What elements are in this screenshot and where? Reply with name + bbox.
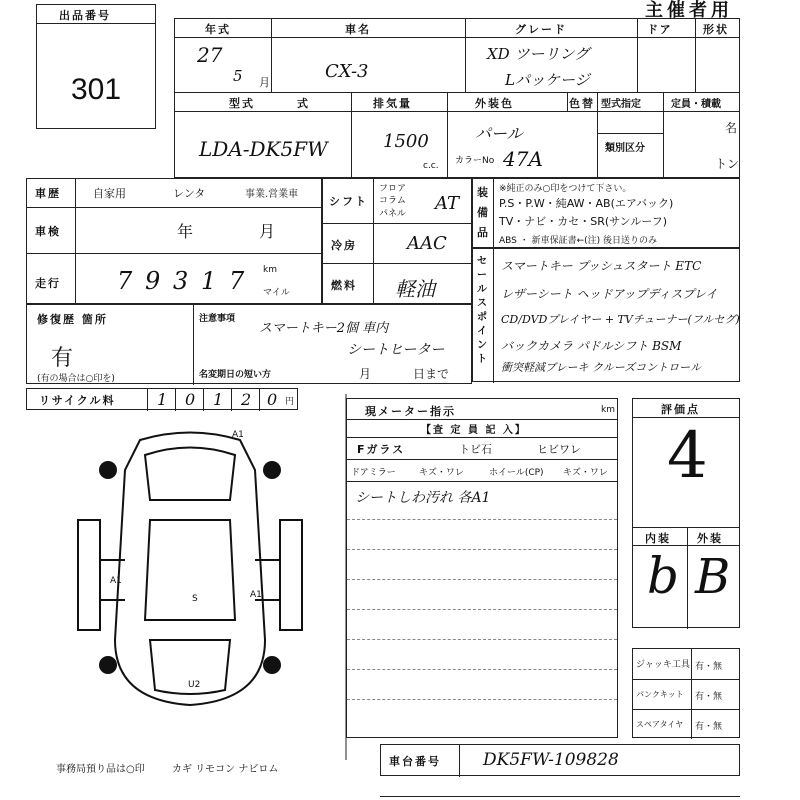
damage-mark-left: A1 bbox=[110, 576, 122, 586]
fuel-value: 軽油 bbox=[395, 277, 435, 301]
name-change-label: 名変期日の短い方 bbox=[199, 370, 272, 380]
recycle-digit-5: 0 bbox=[267, 390, 278, 409]
model-label: 型式 bbox=[229, 97, 255, 110]
footer-keys: カギ リモコン ナビロム bbox=[172, 764, 279, 775]
score-label: 評価点 bbox=[661, 403, 700, 416]
aircon-label: 冷房 bbox=[331, 239, 357, 252]
shift-label: シフト bbox=[329, 195, 368, 208]
damage-mark-center: S bbox=[192, 594, 198, 604]
sales-point-line-5: 衝突軽減ブレーキ クルーズコントロール bbox=[501, 361, 701, 374]
footer-office: 事務局預り品は○印 bbox=[56, 764, 145, 775]
recycle-digit-2: 0 bbox=[185, 390, 196, 409]
form-label: 形状 bbox=[703, 23, 729, 36]
repair-value: 有 bbox=[51, 346, 74, 371]
exterior-label: 外装色 bbox=[475, 97, 514, 110]
sales-point-line-4: バックカメラ パドルシフト BSM bbox=[501, 339, 682, 353]
capacity-label: 定員・積載 bbox=[671, 99, 721, 110]
lot-number: 301 bbox=[71, 73, 122, 106]
model-label-2: 式 bbox=[297, 97, 310, 110]
mileage-digit-3: 3 bbox=[173, 267, 189, 295]
damage-mark-top: A1 bbox=[232, 430, 244, 440]
score-box bbox=[632, 398, 740, 628]
chassis-box bbox=[380, 744, 740, 776]
cc-unit: c.c. bbox=[423, 161, 439, 171]
meter-label: 現メーター指示 bbox=[365, 405, 456, 418]
exterior-score: B bbox=[695, 549, 731, 605]
interior-label: 内装 bbox=[645, 532, 671, 545]
mileage-digit-1: 7 bbox=[117, 267, 133, 295]
interior-score: b bbox=[647, 547, 680, 605]
mirror-label: ドアミラー bbox=[351, 468, 396, 478]
month-value: 5 bbox=[233, 67, 243, 85]
displacement-label: 排気量 bbox=[373, 97, 412, 110]
exterior-value: パール bbox=[475, 124, 523, 143]
recycle-label: リサイクル料 bbox=[39, 394, 116, 407]
shift-value: AT bbox=[435, 193, 460, 214]
usage-label: 車歴 bbox=[35, 187, 61, 200]
sales-point-line-3: CD/DVDプレイヤー + TVチューナー(フルセグ) bbox=[501, 313, 740, 326]
inspector-comment: シートしわ汚れ 各A1 bbox=[355, 490, 491, 506]
color-change-label: 色替 bbox=[569, 97, 595, 110]
notes-line-1: スマートキー2個 車内 bbox=[259, 321, 389, 336]
spare-yn: 有・無 bbox=[695, 722, 723, 732]
capacity-unit-person: 名 bbox=[725, 121, 738, 135]
tools-box bbox=[632, 648, 740, 738]
capacity-unit-ton: トン bbox=[715, 157, 740, 171]
jack-label: ジャッキ工具 bbox=[636, 660, 690, 670]
recycle-digit-3: 1 bbox=[213, 390, 224, 409]
usage-business: 事業.営業車 bbox=[245, 189, 299, 200]
name-label: 車名 bbox=[345, 23, 371, 36]
sales-point-line-2: レザーシート ヘッドアップディスプレイ bbox=[501, 287, 718, 301]
puncture-label: パンクキット bbox=[636, 690, 684, 699]
color-no-label: カラーNo bbox=[455, 156, 495, 166]
equipment-line3: ABS ・ 新車保証書←(注) 後日送りのみ bbox=[499, 236, 658, 246]
type-spec-label: 型式指定 bbox=[601, 99, 641, 110]
mileage-digit-4: 1 bbox=[201, 267, 217, 295]
chassis-label: 車台番号 bbox=[389, 755, 441, 768]
equipment-note: ※純正のみ○印をつけて下さい。 bbox=[499, 184, 632, 194]
inspector-label: 【査 定 員 記 入】 bbox=[421, 425, 527, 436]
mileage-unit-km: km bbox=[263, 265, 277, 275]
name-change-day: 日まで bbox=[413, 367, 450, 381]
lot-number-label: 出品番号 bbox=[59, 9, 111, 22]
jack-yn: 有・無 bbox=[695, 662, 723, 672]
sales-point-line-1: スマートキー プッシュスタート ETC bbox=[501, 259, 702, 273]
mileage-label: 走行 bbox=[35, 277, 61, 290]
notes-label: 注意事項 bbox=[199, 314, 236, 324]
inspector-box bbox=[346, 398, 618, 738]
glass-option-2: ヒビワレ bbox=[537, 443, 581, 456]
usage-rental: レンタ bbox=[173, 187, 206, 200]
fuel-label: 燃料 bbox=[331, 279, 357, 292]
usage-private: 自家用 bbox=[93, 187, 126, 200]
bottom-rule bbox=[380, 796, 740, 797]
notes-line-2: シートヒーター bbox=[347, 342, 445, 358]
sales-point-label: セールスポイント bbox=[477, 256, 489, 365]
month-unit: 月 bbox=[259, 76, 270, 89]
repair-note: (有の場合は○印を) bbox=[37, 374, 115, 384]
year-label: 年式 bbox=[205, 23, 231, 36]
grade-line1: XD ツーリング bbox=[487, 45, 590, 63]
grade-label: グレード bbox=[515, 23, 567, 36]
door-label: ドア bbox=[647, 23, 673, 36]
glass-label: Fガラス bbox=[357, 443, 406, 456]
repair-label: 修復歴 箇所 bbox=[37, 313, 108, 326]
exterior-grade-label: 外装 bbox=[697, 532, 723, 545]
wheel-option: キズ・ワレ bbox=[563, 468, 608, 478]
inspection-month: 月 bbox=[259, 222, 276, 241]
mirror-option: キズ・ワレ bbox=[419, 468, 464, 478]
damage-mark-right: A1 bbox=[250, 590, 262, 600]
grade-line2: Lパッケージ bbox=[505, 71, 590, 89]
damage-mark-bottom: U2 bbox=[188, 680, 201, 690]
mileage-digit-2: 9 bbox=[145, 267, 161, 295]
shift-column: コラム bbox=[379, 196, 406, 206]
inspection-year: 年 bbox=[177, 222, 194, 241]
car-name-value: CX-3 bbox=[325, 61, 369, 82]
glass-option-1: トビ石 bbox=[459, 443, 492, 456]
aircon-value: AAC bbox=[407, 233, 447, 254]
name-change-month: 月 bbox=[359, 367, 372, 381]
form-title: 主催者用 bbox=[645, 0, 733, 21]
wheel-label: ホイール(CP) bbox=[489, 468, 544, 478]
chassis-value: DK5FW-109828 bbox=[483, 750, 619, 770]
inspection-label: 車検 bbox=[35, 225, 61, 238]
shift-floor: フロア bbox=[379, 184, 407, 194]
equipment-label: 装備品 bbox=[477, 186, 490, 239]
displacement-value: 1500 bbox=[383, 131, 429, 152]
mileage-unit-mile: マイル bbox=[263, 288, 290, 298]
color-no-value: 47A bbox=[503, 147, 543, 171]
equipment-line1: P.S・P.W・純AW・AB(エアバック) bbox=[499, 197, 674, 210]
class-label: 類別区分 bbox=[605, 143, 645, 154]
meter-unit: km bbox=[601, 405, 615, 415]
recycle-digit-4: 2 bbox=[241, 390, 252, 409]
shift-panel: パネル bbox=[379, 209, 407, 219]
recycle-digit-1: 1 bbox=[157, 390, 168, 409]
puncture-yn: 有・無 bbox=[695, 692, 723, 702]
score-value: 4 bbox=[667, 419, 708, 493]
spare-label: スペアタイヤ bbox=[636, 720, 684, 729]
equipment-line2: TV・ナビ・カセ・SR(サンルーフ) bbox=[499, 215, 668, 228]
model-value: LDA-DK5FW bbox=[199, 137, 328, 161]
recycle-unit: 円 bbox=[285, 397, 295, 407]
year-value: 27 bbox=[197, 43, 223, 67]
mileage-digit-5: 7 bbox=[229, 267, 245, 295]
